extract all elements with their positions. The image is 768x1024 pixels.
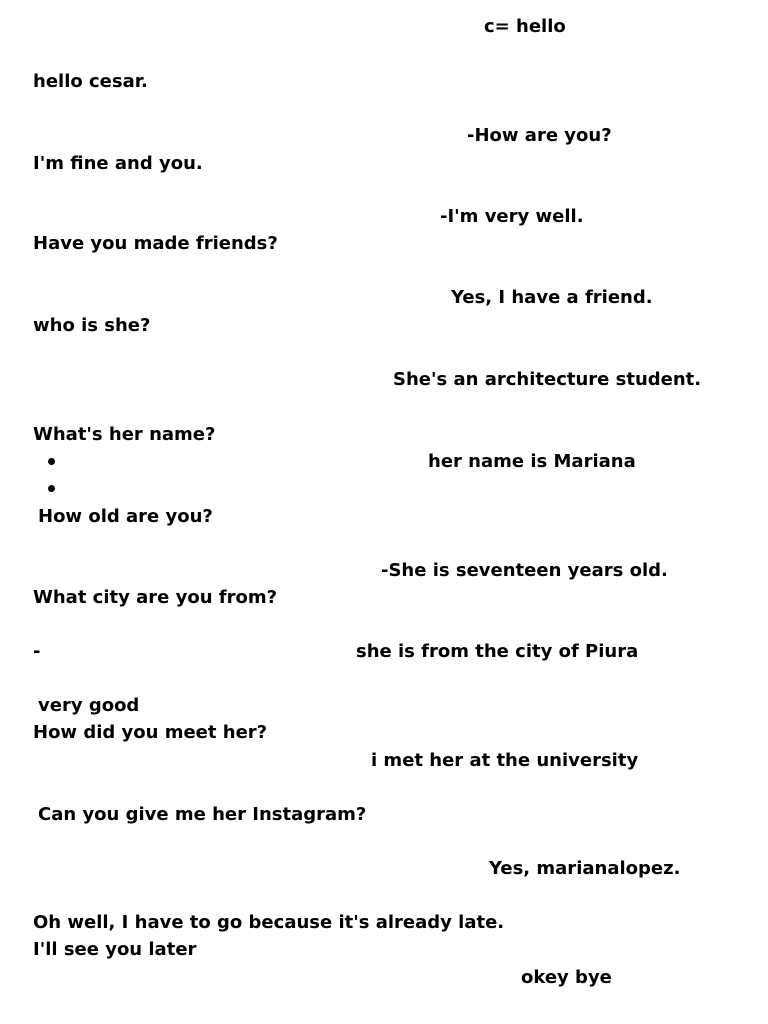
bullet-marker: [48, 485, 55, 492]
dialogue-line: -She is seventeen years old.: [381, 560, 668, 581]
dialogue-line: I'm fine and you.: [33, 153, 203, 174]
bullet-marker: [48, 458, 55, 465]
dialogue-line: How old are you?: [38, 506, 213, 527]
dialogue-line: Yes, marianalopez.: [489, 858, 681, 879]
dialogue-line: hello cesar.: [33, 71, 148, 92]
dialogue-line: -How are you?: [467, 125, 612, 146]
dialogue-line: Can you give me her Instagram?: [38, 804, 367, 825]
dialogue-line: i met her at the university: [371, 750, 639, 771]
dialogue-line: How did you meet her?: [33, 722, 268, 743]
dialogue-line: Oh well, I have to go because it's already late.: [33, 912, 505, 933]
dialogue-line: who is she?: [33, 315, 151, 336]
dialogue-line: Have you made friends?: [33, 233, 278, 254]
dialogue-line: very good: [38, 695, 140, 716]
dialogue-line: she is from the city of Piura: [356, 641, 639, 662]
dialogue-line: -: [33, 641, 41, 662]
dialogue-line: What city are you from?: [33, 587, 278, 608]
dialogue-line: -I'm very well.: [440, 206, 584, 227]
dialogue-line: What's her name?: [33, 424, 216, 445]
dialogue-line: okey bye: [521, 967, 612, 988]
dialogue-line: her name is Mariana: [428, 451, 636, 472]
dialogue-line: Yes, I have a friend.: [451, 287, 653, 308]
dialogue-line: She's an architecture student.: [393, 369, 702, 390]
dialogue-line: c= hello: [484, 16, 566, 37]
dialogue-line: I'll see you later: [33, 939, 197, 960]
